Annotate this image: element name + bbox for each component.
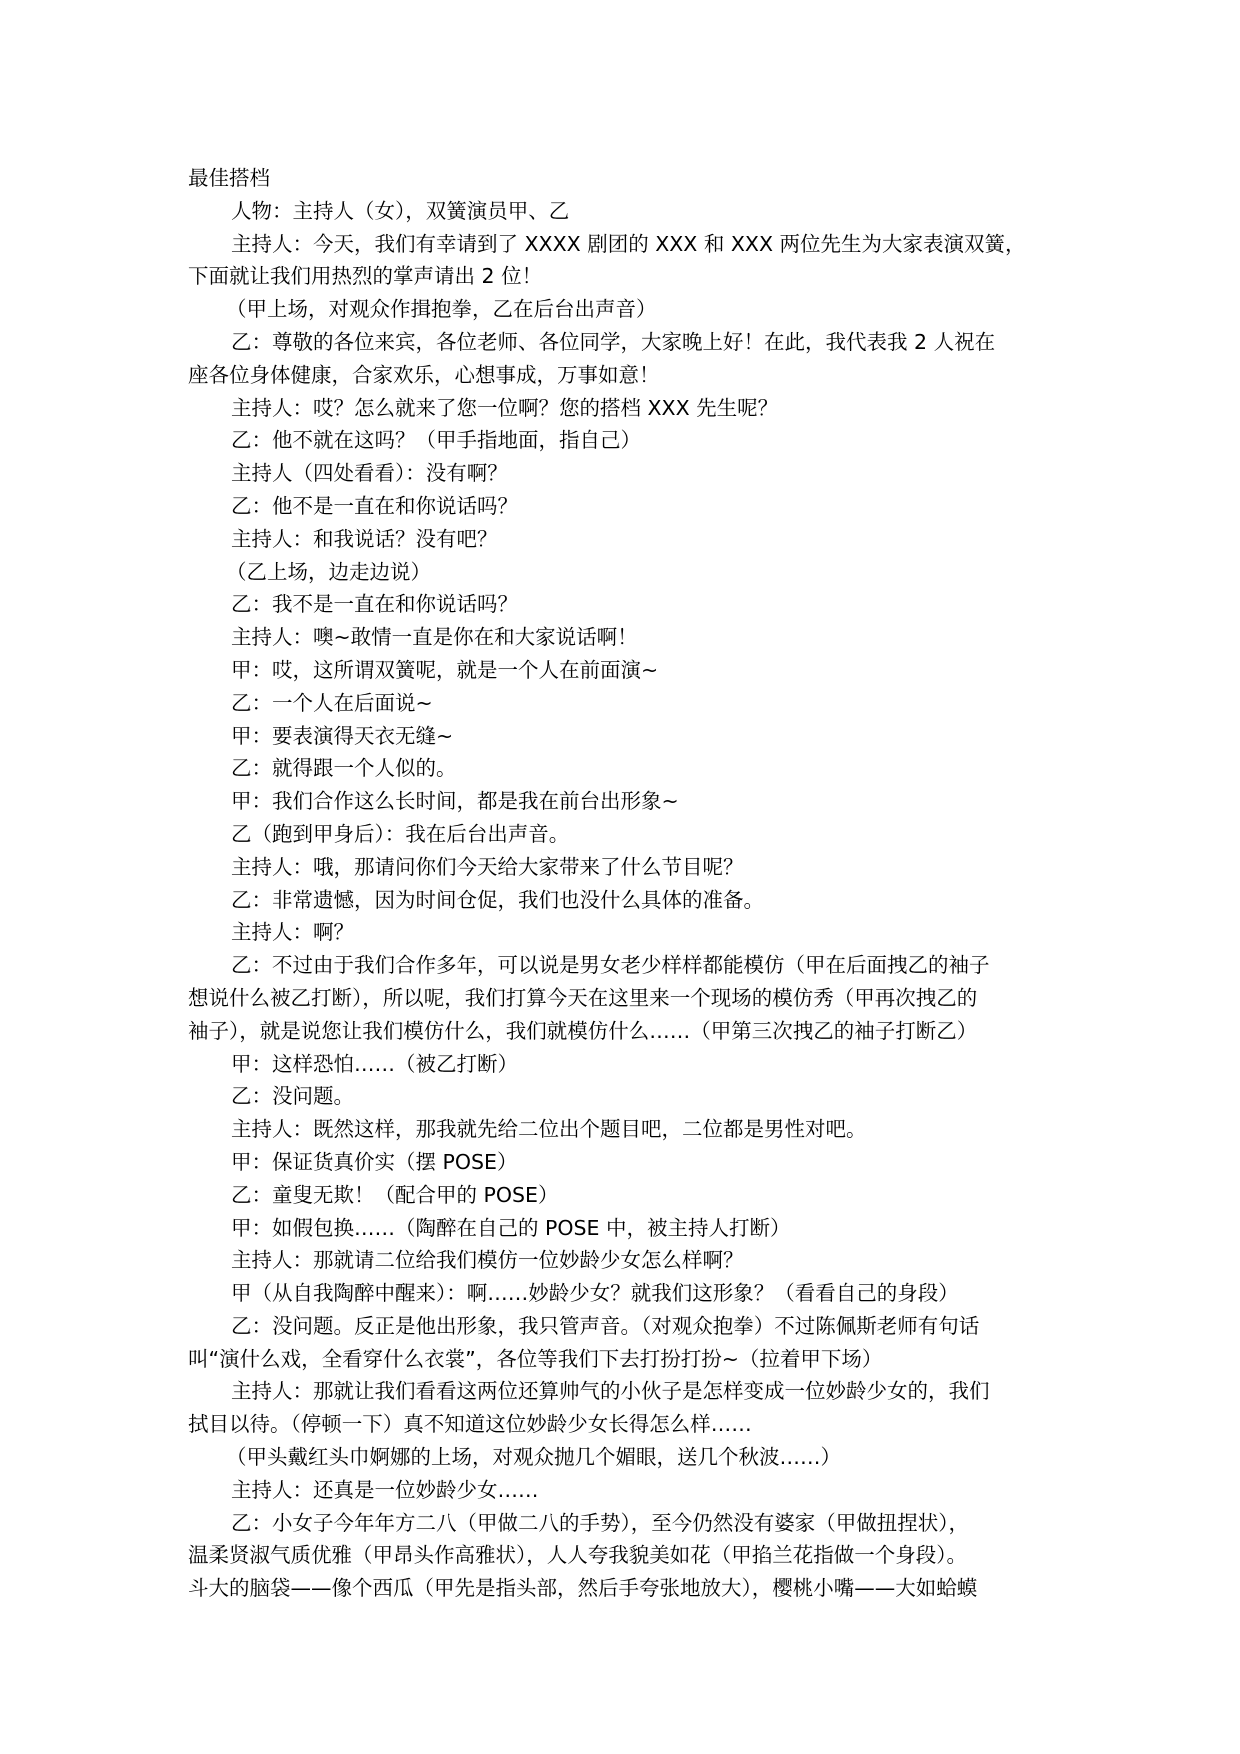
dialogue-line: 甲：如假包换……（陶醉在自己的 POSE 中，被主持人打断） (231, 1215, 791, 1240)
stage-direction: （乙上场，边走边说） (226, 559, 431, 584)
document-body (188, 162, 1076, 1605)
dialogue-line: 主持人：还真是一位妙龄少女…… (231, 1477, 539, 1502)
dialogue-line: 甲：这样恐怕……（被乙打断） (231, 1051, 518, 1076)
document-title: 最佳搭档 (188, 166, 270, 190)
dialogue-line: 乙：他不是一直在和你说话吗？ (231, 493, 518, 518)
dialogue-line: 主持人：哎？怎么就来了您一位啊？您的搭档 XXX 先生呢？ (231, 395, 779, 420)
cast-line: 人物：主持人（女），双簧演员甲、乙 (231, 198, 570, 223)
dialogue-line: 甲：要表演得天衣无缝~ (231, 723, 454, 748)
dialogue-line: 主持人：哦，那请问你们今天给大家带来了什么节目呢？ (231, 854, 744, 879)
dialogue-line: 乙：他不就在这吗？（甲手指地面，指自己） (231, 428, 641, 453)
dialogue-line: 主持人：那就请二位给我们模仿一位妙龄少女怎么样啊？ (231, 1248, 744, 1273)
yi-greeting: 乙：尊敬的各位来宾，各位老师、各位同学，大家晚上好！在此，我代表我 2 人祝在 座各位身体健康，合家欢乐，心想事成，万事如意！ (188, 329, 996, 387)
dialogue-line: 乙：童叟无欺！（配合甲的 POSE） (231, 1182, 559, 1207)
dialogue-line: 甲：保证货真价实（摆 POSE） (231, 1149, 518, 1174)
dialogue-line: 主持人：啊？ (231, 920, 354, 945)
dialogue-line: 乙：我不是一直在和你说话吗？ (231, 592, 518, 617)
dialogue-line: 甲：哎，这所谓双簧呢，就是一个人在前面演~ (231, 657, 659, 682)
dialogue-line: 主持人（四处看看）：没有啊？ (231, 461, 508, 486)
dialogue-line: 甲（从自我陶醉中醒来）：啊……妙龄少女？就我们这形象？（看看自己的身段） (231, 1281, 959, 1306)
dialogue-line: 乙：没问题。 (231, 1084, 354, 1109)
stage-direction: （甲头戴红头巾婀娜的上场，对观众抛几个媚眼，送几个秋波……） (226, 1445, 841, 1470)
dialogue-line: 甲：我们合作这么长时间，都是我在前台出形象~ (231, 789, 679, 814)
host-intro: 主持人：今天，我们有幸请到了 XXXX 剧团的 XXX 和 XXX 两位先生为大家表演双簧， 下面就让我们用热烈的掌声请出 2 位！ (188, 231, 1026, 289)
dialogue-line: 乙：就得跟一个人似的。 (231, 756, 457, 781)
stage-direction: （甲上场，对观众作揖抱拳，乙在后台出声音） (226, 297, 657, 322)
dialogue-line: 乙：非常遗憾，因为时间仓促，我们也没什么具体的准备。 (231, 887, 764, 912)
dialogue-line: 主持人：和我说话？没有吧？ (231, 526, 498, 551)
dialogue-line: 主持人：既然这样，那我就先给二位出个题目吧，二位都是男性对吧。 (231, 1117, 867, 1142)
dialogue-line: 主持人：噢~敢情一直是你在和大家说话啊！ (231, 625, 638, 650)
host-wait-paragraph: 主持人：那就让我们看看这两位还算帅气的小伙子是怎样变成一位妙龄少女的，我们 拭目以待。（停顿一下）真不知道这位妙龄少女长得怎么样…… (188, 1379, 990, 1437)
yi-costume-paragraph: 乙：没问题。反正是他出形象，我只管声音。（对观众抱拳）不过陈佩斯老师有句话 叫“演什么戏，全看穿什么衣裳”，各位等我们下去打扮打扮~（拉着甲下场） (188, 1313, 980, 1371)
dialogue-line: 乙（跑到甲身后）：我在后台出声音。 (231, 821, 570, 846)
yi-description-paragraph: 乙：小女子今年年方二八（甲做二八的手势），至今仍然没有婆家（甲做扭捏状）， 温柔贤淑气质优雅（甲昂头作高雅状），人人夸我貌美如花（甲掐兰花指做一个身段）。 斗大的脑袋——像个西瓜（甲先是指头部，然后手夸张地放大），樱桃小嘴——大如蛤蟆 (188, 1510, 978, 1601)
dialogue-line: 乙：一个人在后面说~ (231, 690, 433, 715)
yi-imitation-paragraph: 乙：不过由于我们合作多年，可以说是男女老少样样都能模仿（甲在后面拽乙的袖子 想说什么被乙打断），所以呢，我们打算今天在这里来一个现场的模仿秀（甲再次拽乙的 袖子），就是说您让我们模仿什么，我们就模仿什么……（甲第三次拽乙的袖子打断乙） (188, 953, 990, 1043)
